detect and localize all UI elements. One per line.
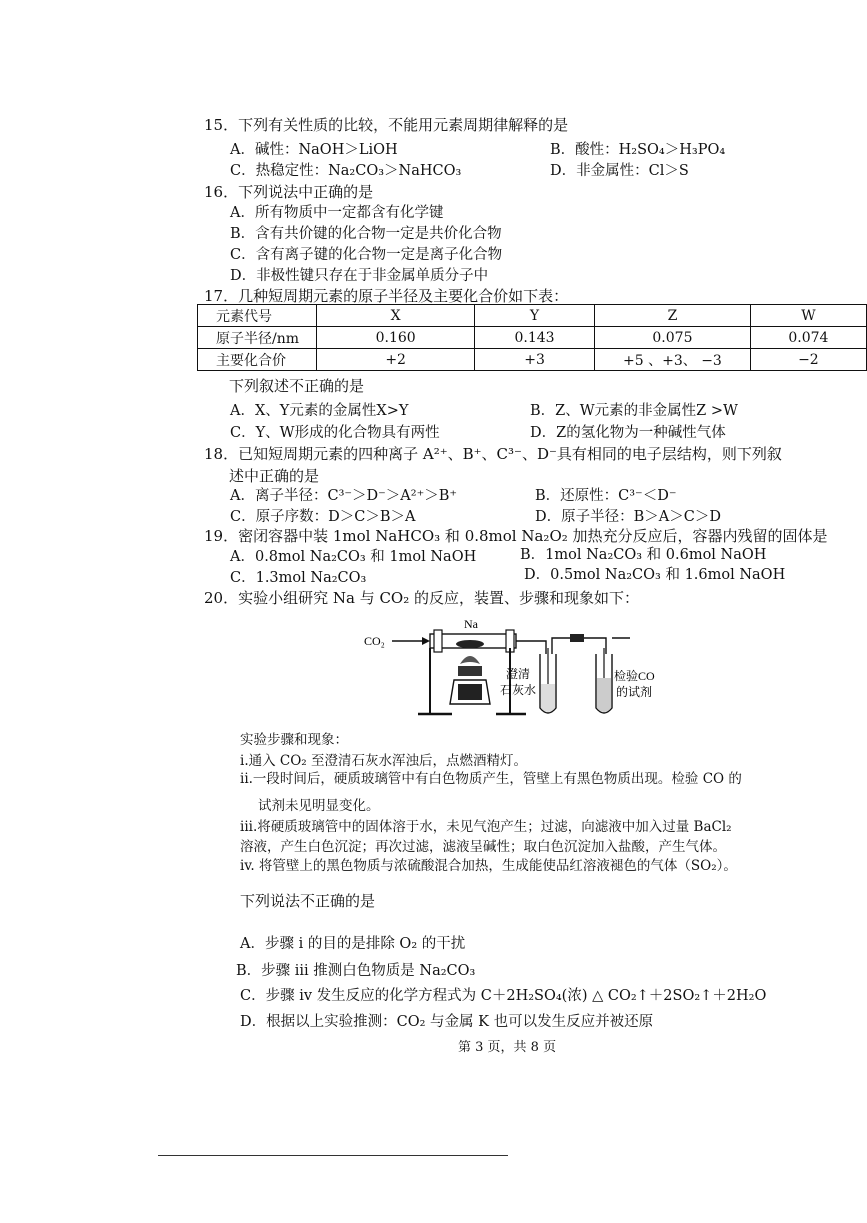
q16-option-b: B．含有共价键的化合物一定是共价化合物 [230,226,502,242]
limewater-label-2: 石灰水 [500,683,537,697]
q17-sub-stem: 下列叙述不正确的是 [229,377,365,395]
q20-step-ii-cont: 试剂未见明显变化。 [258,798,380,814]
q18-option-d: D．原子半径：B＞A＞C＞D [535,509,721,525]
table-cell: W [750,305,866,327]
flame-icon [460,656,480,664]
q20-option-c: C．步骤 iv 发生反应的化学方程式为 C＋2H₂SO₄(浓) △ CO₂↑＋2SO₂↑＋2H₂O [240,988,767,1004]
q20-option-a: A．步骤 i 的目的是排除 O₂ 的干扰 [240,936,466,952]
q16-option-d: D．非极性键只存在于非金属单质分子中 [230,268,489,284]
q18-option-a: A．离子半径：C³⁻＞D⁻＞A²⁺＞B⁺ [230,488,458,504]
apparatus-figure [360,608,655,726]
connecting-tube-1 [516,641,546,654]
table-cell: Z [595,305,751,327]
q15-stem: 15．下列有关性质的比较，不能用元素周期律解释的是 [204,116,569,134]
left-stopper [434,630,442,652]
table-cell: 主要化合价 [198,349,317,371]
q18-stem-line2: 述中正确的是 [229,467,320,485]
table-cell: +3 [474,349,594,371]
q19-option-d: D．0.5mol Na₂CO₃ 和 1.6mol NaOH [524,567,786,583]
lamp-body [458,684,482,700]
table-row [198,349,867,371]
q17-option-d: D．Z的氢化物为一种碱性气体 [530,425,726,441]
footer-rule [158,1155,508,1156]
q20-step-iv: iv. 将管壁上的黑色物质与浓硫酸混合加热，生成能使品红溶液褪色的气体（SO₂）。 [240,858,737,874]
table-row [198,327,867,349]
table-cell: 原子半径/nm [198,327,317,349]
table-cell: 0.143 [474,327,594,349]
q17-stem: 17．几种短周期元素的原子半径及主要化合价如下表： [204,287,569,305]
q17-option-c: C．Y、W形成的化合物具有两性 [230,425,440,441]
table-cell: 元素代号 [198,305,317,327]
table-cell: −2 [750,349,866,371]
q20-sub-stem: 下列说法不正确的是 [240,892,376,910]
inlet-arrow-head [422,637,430,645]
q19-stem: 19．密闭容器中装 1mol NaHCO₃ 和 0.8mol Na₂O₂ 加热充分反应后，容器内残留的固体是 [204,527,828,545]
table-cell: X [317,305,475,327]
q17-option-b: B．Z、W元素的非金属性Z >W [530,403,738,419]
q20-step-iii-cont: 溶液，产生白色沉淀；再次过滤，滤液呈碱性；取白色沉淀加入盐酸，产生气体。 [240,839,726,855]
table-cell: 0.160 [317,327,475,349]
q15-option-c: C．热稳定性：Na₂CO₃＞NaHCO₃ [230,163,462,179]
q15-option-d: D．非金属性：Cl＞S [550,163,689,179]
q18-option-c: C．原子序数：D＞C＞B＞A [230,509,416,525]
q19-option-c: C．1.3mol Na₂CO₃ [230,570,367,586]
q17-option-a: A．X、Y元素的金属性X>Y [230,403,409,419]
table-cell: +5 、+3、 −3 [595,349,751,371]
q17-table [197,304,867,371]
co-reagent-label-2: 的试剂 [616,685,653,699]
table-cell: 0.074 [750,327,866,349]
co-reagent-label-1: 检验CO [614,669,655,683]
q16-option-a: A．所有物质中一定都含有化学键 [230,205,444,221]
q19-option-b: B．1mol Na₂CO₃ 和 0.6mol NaOH [520,547,767,563]
q20-steps-title: 实验步骤和现象： [240,732,348,748]
q15-option-a: A．碱性：NaOH＞LiOH [230,142,398,158]
table-cell: 0.075 [595,327,751,349]
q16-option-c: C．含有离子键的化合物一定是离子化合物 [230,247,503,263]
table-cell: +2 [317,349,475,371]
table-row [198,305,867,327]
lamp-wick-holder [458,666,482,676]
q20-step-i: i.通入 CO₂ 至澄清石灰水浑浊后，点燃酒精灯。 [240,753,527,769]
limewater-liquid [541,684,555,712]
q20-stem: 20．实验小组研究 Na 与 CO₂ 的反应，装置、步骤和现象如下： [204,589,640,607]
q20-step-iii: iii.将硬质玻璃管中的固体溶于水，未见气泡产生；过滤，向滤液中加入过量 BaCl₂ [240,819,732,835]
q18-option-b: B．还原性：C³⁻＜D⁻ [535,488,677,504]
q20-step-ii: ii.一段时间后，硬质玻璃管中有白色物质产生，管壁上有黑色物质出现。检验 CO 的 [240,771,742,787]
q15-option-b: B．酸性：H₂SO₄＞H₃PO₄ [550,142,726,158]
sodium-sample [456,640,484,648]
q18-stem-line1: 18．已知短周期元素的四种离子 A²⁺、B⁺、C³⁻、D⁻具有相同的电子层结构，则下列叙 [204,445,782,463]
limewater-label-1: 澄清 [506,667,531,681]
na-label: Na [464,617,478,631]
q19-option-a: A．0.8mol Na₂CO₃ 和 1mol NaOH [230,549,477,565]
rubber-connector [570,634,584,642]
page-number: 第 3 页，共 8 页 [458,1040,557,1055]
co2-label: CO₂ [364,634,385,648]
co-reagent-liquid [597,678,611,712]
q20-option-d: D．根据以上实验推测：CO₂ 与金属 K 也可以发生反应并被还原 [240,1014,654,1030]
table-cell: Y [474,305,594,327]
q16-stem: 16．下列说法中正确的是 [204,183,374,201]
q20-option-b: B．步骤 iii 推测白色物质是 Na₂CO₃ [236,963,476,979]
